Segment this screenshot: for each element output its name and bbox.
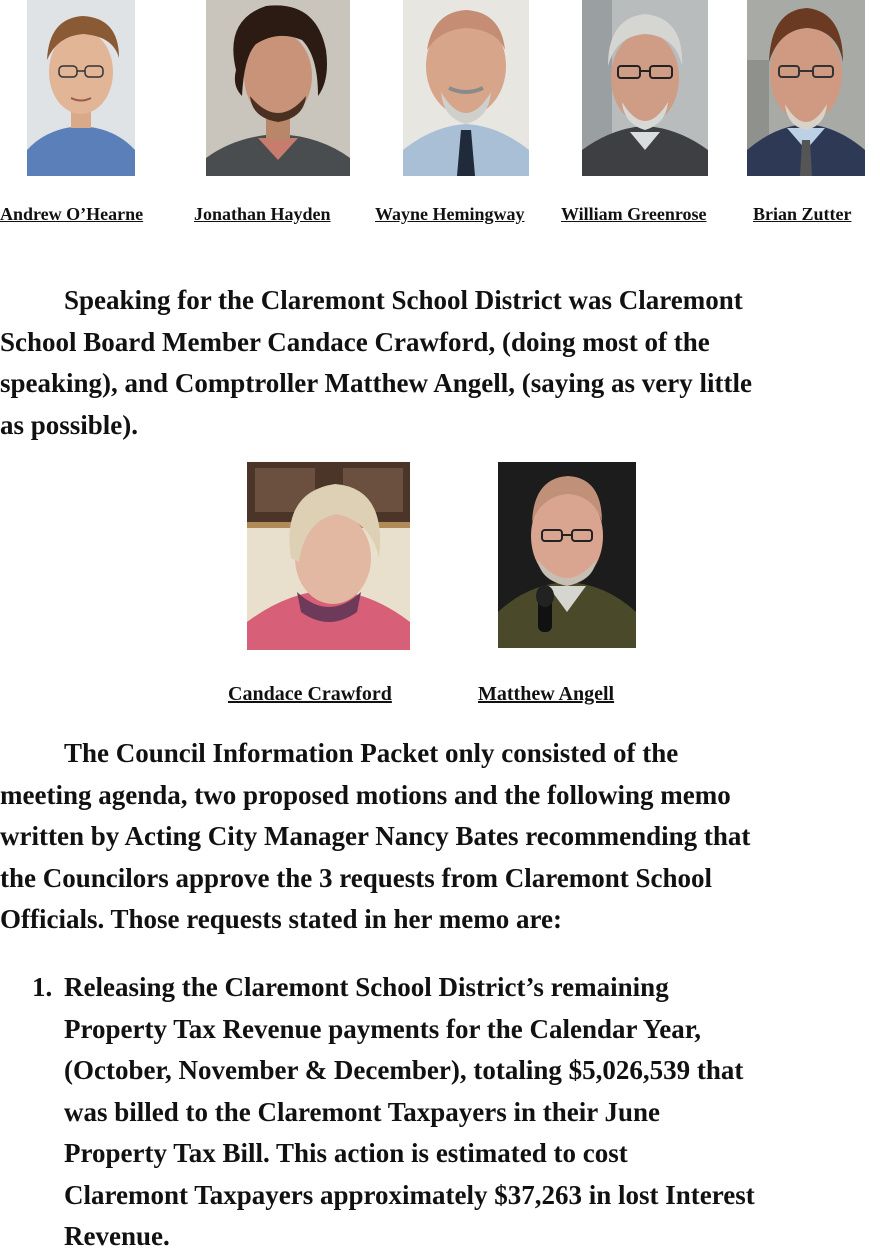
photo-wayne-hemingway [403,0,529,176]
photo-matthew-angell [498,462,636,648]
paragraph-line: Officials. Those requests stated in her memo are: [0,904,562,934]
paragraph-line: The Council Information Packet only consisted of the [64,738,679,768]
photo-andrew-ohearne [27,0,135,176]
photo-william-greenrose [582,0,708,176]
paragraph-school-speakers [0,280,880,446]
paragraph-line: written by Acting City Manager Nancy Bates recommending that [0,821,751,851]
caption-candace-crawford: Candace Crawford [228,683,392,705]
caption-william-greenrose: William Greenrose [561,204,707,224]
list-item-number: 1. [32,972,53,1002]
photo-candace-crawford [247,462,410,650]
caption-wayne-hemingway: Wayne Hemingway [375,204,525,224]
list-line: Revenue. [64,1221,170,1251]
paragraph-line: Speaking for the Claremont School District was Claremont [64,285,743,315]
list-line: Claremont Taxpayers approximately $37,263 in lost Interest [64,1179,755,1210]
list-line: Releasing the Claremont School District’s remaining [64,972,669,1002]
list-line: was billed to the Claremont Taxpayers in their June [64,1096,661,1127]
caption-andrew-ohearne: Andrew O’Hearne [0,204,144,224]
paragraph-line: as possible). [0,409,139,440]
list-line: (October, November & December), totaling $5,026,539 that [64,1055,744,1085]
paragraph-line: School Board Member Candace Crawford, (doing most of the [0,326,710,357]
list-line: Property Tax Revenue payments for the Calendar Year, [64,1013,701,1044]
caption-matthew-angell: Matthew Angell [478,683,615,705]
list-line: Property Tax Bill. This action is estimated to cost [64,1138,628,1168]
caption-jonathan-hayden: Jonathan Hayden [194,204,331,224]
paragraph-line: meeting agenda, two proposed motions and the following memo [0,779,731,810]
caption-brian-zutter: Brian Zutter [753,204,852,224]
paragraph-information-packet [0,733,880,941]
paragraph-line: the Councilors approve the 3 requests from Claremont School [0,862,712,893]
photo-brian-zutter [747,0,865,176]
list-item-body [64,967,755,1258]
paragraph-line: speaking), and Comptroller Matthew Angell, (saying as very little [0,368,752,398]
photo-jonathan-hayden [206,0,350,176]
